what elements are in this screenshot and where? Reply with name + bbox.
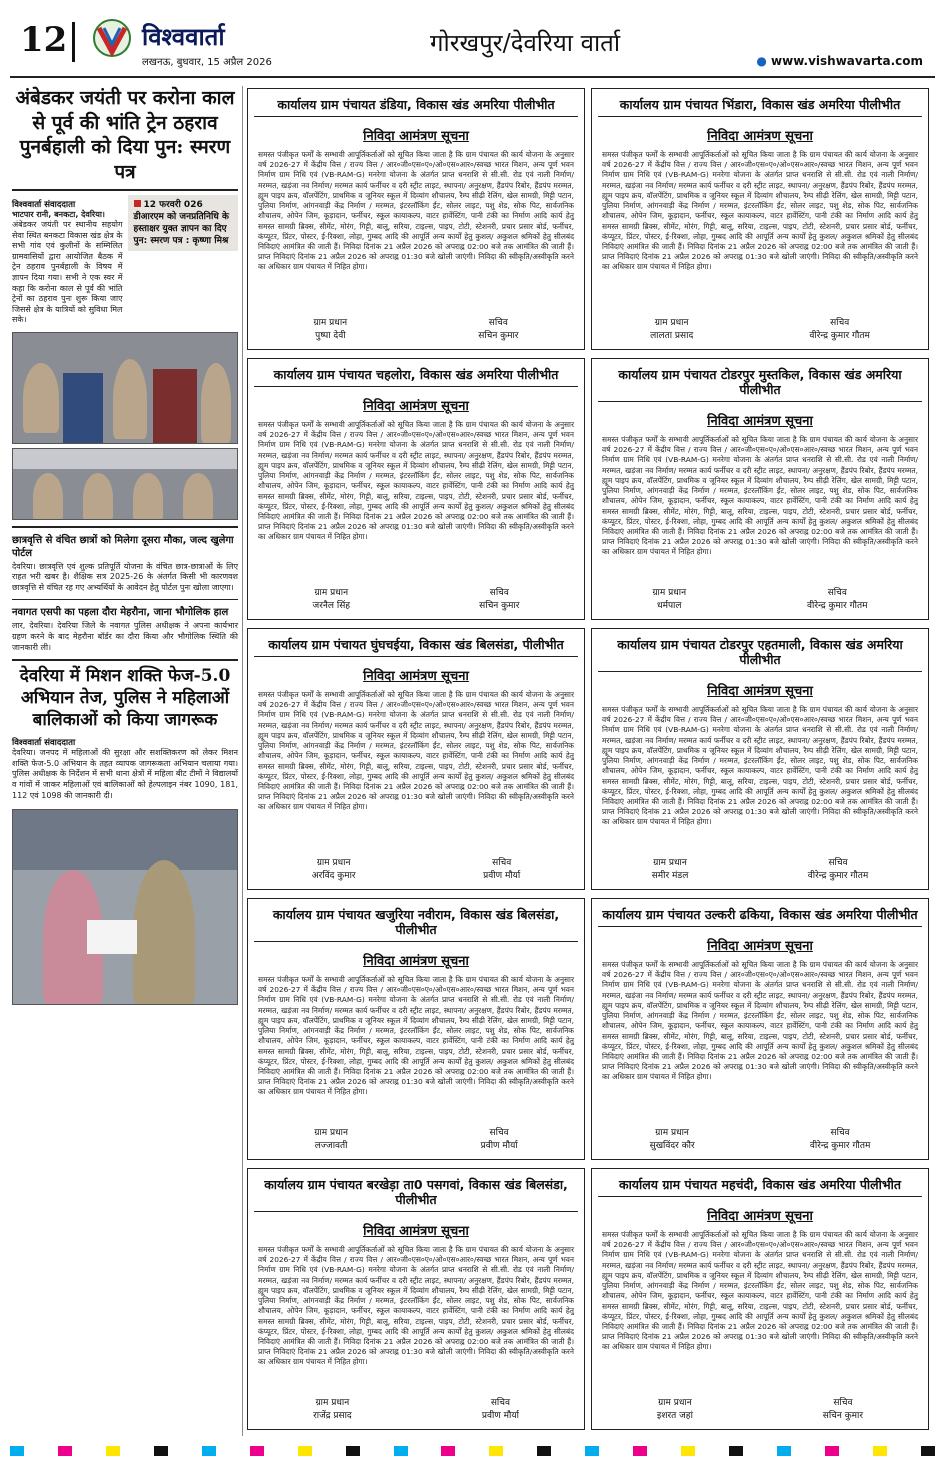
notice-body: समस्त पंजीकृत फर्मों के सम्भावी आपूर्तिकर्ताओं को सूचित किया जाता है कि ग्राम पंचायत की कार्य योजना के अनुसार वर्ष 2026-27 में केंद्रीय वित्त / राज्य वित्त / आर०जी०एस०ए०/ओ०एस०आर०/स्वच्छ भारत मिशन, अन्य पूर्ण भवन निर्माण ग्राम निधि एवं (VB-RAM-G) मनरेगा योजना के अंतर्गत प्राप्त धनराशि से सी.सी. रोड एवं नाली निर्माण/ मरम्मत, खड़ंजा नव निर्माण/ मरम्मत कार्य फर्नीचर व दरी स्ट्रीट लाइट, स्थापना/ अनुरक्षण, हैंडपंप रिबोर, हैंडपंप मरम्मत, ह्यूम पाइप क्रय, वॉलपेंटिंग, प्राथमिक व जूनियर स्कूल में दिव्यांग शौचालय, रैम्प सीढ़ी रेलिंग, खेल सामग्री, मिट्टी पटान, पुलिया निर्माण, आंगनवाड़ी केंद्र निर्माण / मरम्मत, इंटरलॉकिंग ईंट, सोलर लाइट, पशु शेड, सोक पिट, सार्वजनिक शौचालय, ओपेन जिम, कूड़ादान, फर्नीचर, स्कूल कायाकल्प, वाटर हार्वेस्टिंग, पानी टंकी का निर्माण आदि कार्य हेतु समस्त सामग्री ब्रिक्स, सीमेंट, मोरंग, गिट्टी, बालू, सरिया, टाइल्स, पाइप, टोटी, स्टेशनरी, प्रचार प्रसार बोर्ड, फर्नीचर, कंप्यूटर, प्रिंटर, पोस्टर, ई-रिक्शा, लोहा, गुम्बद आदि की आपूर्ति अन्य कार्यों हेतु कुशल/ अकुशल श्रमिकों हेतु सीलबंद निविदाएं आमंत्रित की जाती हैं। निविदा दिनांक 21 अप्रैल 2026 को अपराह्न 02:00 बजे तक आमंत्रित की जाती हैं। प्राप्त निविदाएं दिनांक 21 अप्रैल 2026 को अपराह्न 01:30 बजे खोली जाएंगी। निविदा की स्वीकृति/अस्वीकृति करने का अधिकार ग्राम पंचायत में निहित होगा। — [258, 975, 574, 1097]
pradhan-label: ग्राम प्रधान — [315, 1398, 350, 1408]
pradhan-name: जरनैल सिंह — [312, 601, 351, 611]
sachiv-name: प्रवीण मौर्या — [483, 871, 521, 881]
notice-subtitle: निविदा आमंत्रण सूचना — [707, 414, 813, 429]
lead-headline: अंबेडकर जयंती पर करोना काल से पूर्व की भांति ट्रेन ठहराव पुनर्बहाली को दिया पुन: स्मरण पत्र — [15, 87, 235, 184]
notice-signatures — [248, 315, 584, 341]
pradhan-label: ग्राम प्रधान — [314, 588, 349, 598]
tender-notice — [247, 898, 585, 1160]
sachiv-label: सचिव — [828, 858, 848, 868]
notice-subtitle: निविदा आमंत्रण सूचना — [707, 129, 813, 144]
sachiv-label: सचिव — [489, 1128, 509, 1138]
notice-body: समस्त पंजीकृत फर्मों के सम्भावी आपूर्तिकर्ताओं को सूचित किया जाता है कि ग्राम पंचायत की कार्य योजना के अनुसार वर्ष 2026-27 में केंद्रीय वित्त / राज्य वित्त / आर०जी०एस०ए०/ओ०एस०आर०/स्वच्छ भारत मिशन, अन्य पूर्ण भवन निर्माण ग्राम निधि एवं (VB-RAM-G) मनरेगा योजना के अंतर्गत प्राप्त धनराशि से सी.सी. रोड एवं नाली निर्माण/ मरम्मत, खड़ंजा नव निर्माण/ मरम्मत कार्य फर्नीचर व दरी स्ट्रीट लाइट, स्थापना/ अनुरक्षण, हैंडपंप रिबोर, हैंडपंप मरम्मत, ह्यूम पाइप क्रय, वॉलपेंटिंग, प्राथमिक व जूनियर स्कूल में दिव्यांग शौचालय, रैम्प सीढ़ी रेलिंग, खेल सामग्री, मिट्टी पटान, पुलिया निर्माण, आंगनवाड़ी केंद्र निर्माण / मरम्मत, इंटरलॉकिंग ईंट, सोलर लाइट, पशु शेड, सोक पिट, सार्वजनिक शौचालय, ओपेन जिम, कूड़ादान, फर्नीचर, स्कूल कायाकल्प, वाटर हार्वेस्टिंग, पानी टंकी का निर्माण आदि कार्य हेतु समस्त सामग्री ब्रिक्स, सीमेंट, मोरंग, गिट्टी, बालू, सरिया, टाइल्स, पाइप, टोटी, स्टेशनरी, प्रचार प्रसार बोर्ड, फर्नीचर, कंप्यूटर, प्रिंटर, पोस्टर, ई-रिक्शा, लोहा, गुम्बद आदि की आपूर्ति अन्य कार्यों हेतु कुशल/ अकुशल श्रमिकों हेतु सीलबंद निविदाएं आमंत्रित की जाती हैं। निविदा दिनांक 21 अप्रैल 2026 को अपराह्न 02:00 बजे तक आमंत्रित की जाती हैं। प्राप्त निविदाएं दिनांक 21 अप्रैल 2026 को अपराह्न 01:30 बजे खोली जाएंगी। निविदा की स्वीकृति/अस्वीकृति करने का अधिकार ग्राम पंचायत में निहित होगा। — [602, 435, 918, 557]
tender-notice — [247, 1168, 585, 1430]
notice-signatures — [248, 585, 584, 611]
pradhan-name: लालता प्रसाद — [650, 331, 694, 341]
sachiv-label: सचिव — [833, 1398, 853, 1408]
story3-headline: नवागत एसपी का पहला दौरा मेहरौना, जाना भौगोलिक हाल — [12, 607, 229, 619]
notice-body: समस्त पंजीकृत फर्मों के सम्भावी आपूर्तिकर्ताओं को सूचित किया जाता है कि ग्राम पंचायत की कार्य योजना के अनुसार वर्ष 2026-27 में केंद्रीय वित्त / राज्य वित्त / आर०जी०एस०ए०/ओ०एस०आर०/स्वच्छ भारत मिशन, अन्य पूर्ण भवन निर्माण ग्राम निधि एवं (VB-RAM-G) मनरेगा योजना के अंतर्गत प्राप्त धनराशि से सी.सी. रोड एवं नाली निर्माण/ मरम्मत, खड़ंजा नव निर्माण/ मरम्मत कार्य फर्नीचर व दरी स्ट्रीट लाइट, स्थापना/ अनुरक्षण, हैंडपंप रिबोर, हैंडपंप मरम्मत, ह्यूम पाइप क्रय, वॉलपेंटिंग, प्राथमिक व जूनियर स्कूल में दिव्यांग शौचालय, रैम्प सीढ़ी रेलिंग, खेल सामग्री, मिट्टी पटान, पुलिया निर्माण, आंगनवाड़ी केंद्र निर्माण / मरम्मत, इंटरलॉकिंग ईंट, सोलर लाइट, पशु शेड, सोक पिट, सार्वजनिक शौचालय, ओपेन जिम, कूड़ादान, फर्नीचर, स्कूल कायाकल्प, वाटर हार्वेस्टिंग, पानी टंकी का निर्माण आदि कार्य हेतु समस्त सामग्री ब्रिक्स, सीमेंट, मोरंग, गिट्टी, बालू, सरिया, टाइल्स, पाइप, टोटी, स्टेशनरी, प्रचार प्रसार बोर्ड, फर्नीचर, कंप्यूटर, प्रिंटर, पोस्टर, ई-रिक्शा, लोहा, गुम्बद आदि की आपूर्ति अन्य कार्यों हेतु कुशल/ अकुशल श्रमिकों हेतु सीलबंद निविदाएं आमंत्रित की जाती हैं। निविदा दिनांक 21 अप्रैल 2026 को अपराह्न 02:00 बजे तक आमंत्रित की जाती हैं। प्राप्त निविदाएं दिनांक 21 अप्रैल 2026 को अपराह्न 01:30 बजे खोली जाएंगी। निविदा की स्वीकृति/अस्वीकृति करने का अधिकार ग्राम पंचायत में निहित होगा। — [602, 150, 918, 272]
story2-body: देवरिया। छात्रवृत्ति एवं शुल्क प्रतिपूर्ति योजना के वंचित छात्र-छात्राओं के लिए राहत भरी खबर है। शैक्षिक सत्र 2025-26 के अंतर्गत किसी भी कारणवश छात्रवृत्ति से वंचित रह गए अभ्यर्थियों के आवेदन हेतु पोर्टल पुनः खोला जाएगा। — [12, 561, 238, 592]
notice-subtitle: निविदा आमंत्रण सूचना — [363, 954, 469, 969]
sachiv-name: प्रवीण मौर्या — [480, 1141, 518, 1151]
sachiv-name: सचिन कुमार — [822, 1411, 864, 1421]
notice-subtitle: निविदा आमंत्रण सूचना — [363, 129, 469, 144]
notice-signatures — [248, 1395, 584, 1421]
notice-body: समस्त पंजीकृत फर्मों के सम्भावी आपूर्तिकर्ताओं को सूचित किया जाता है कि ग्राम पंचायत की कार्य योजना के अनुसार वर्ष 2026-27 में केंद्रीय वित्त / राज्य वित्त / आर०जी०एस०ए०/ओ०एस०आर०/स्वच्छ भारत मिशन, अन्य पूर्ण भवन निर्माण ग्राम निधि एवं (VB-RAM-G) मनरेगा योजना के अंतर्गत प्राप्त धनराशि से सी.सी. रोड एवं नाली निर्माण/ मरम्मत, खड़ंजा नव निर्माण/ मरम्मत कार्य फर्नीचर व दरी स्ट्रीट लाइट, स्थापना/ अनुरक्षण, हैंडपंप रिबोर, हैंडपंप मरम्मत, ह्यूम पाइप क्रय, वॉलपेंटिंग, प्राथमिक व जूनियर स्कूल में दिव्यांग शौचालय, रैम्प सीढ़ी रेलिंग, खेल सामग्री, मिट्टी पटान, पुलिया निर्माण, आंगनवाड़ी केंद्र निर्माण / मरम्मत, इंटरलॉकिंग ईंट, सोलर लाइट, पशु शेड, सोक पिट, सार्वजनिक शौचालय, ओपेन जिम, कूड़ादान, फर्नीचर, स्कूल कायाकल्प, वाटर हार्वेस्टिंग, पानी टंकी का निर्माण आदि कार्य हेतु समस्त सामग्री ब्रिक्स, सीमेंट, मोरंग, गिट्टी, बालू, सरिया, टाइल्स, पाइप, टोटी, स्टेशनरी, प्रचार प्रसार बोर्ड, फर्नीचर, कंप्यूटर, प्रिंटर, पोस्टर, ई-रिक्शा, लोहा, गुम्बद आदि की आपूर्ति अन्य कार्यों हेतु कुशल/ अकुशल श्रमिकों हेतु सीलबंद निविदाएं आमंत्रित की जाती हैं। निविदा दिनांक 21 अप्रैल 2026 को अपराह्न 02:00 बजे तक आमंत्रित की जाती हैं। प्राप्त निविदाएं दिनांक 21 अप्रैल 2026 को अपराह्न 01:30 बजे खोली जाएंगी। निविदा की स्वीकृति/अस्वीकृति करने का अधिकार ग्राम पंचायत में निहित होगा। — [602, 1230, 918, 1352]
dateline: लखनऊ, बुधवार, 15 अप्रैल 2026 — [142, 57, 272, 68]
lead-highlight: 12 फरवरी 026 डीआरएम को जनप्रतिनिधि के हस्ताक्षर युक्त ज्ञापन का दिए पुन: स्मरण पत्र : कृष्णा मिश्र — [133, 199, 229, 247]
sachiv-label: सचिव — [830, 1128, 850, 1138]
notice-title: कार्यालय ग्राम पंचायत टोडरपुर मुस्तकिल, विकास खंड अमरिया पीलीभीत — [598, 359, 922, 402]
notice-subtitle: निविदा आमंत्रण सूचना — [707, 1209, 813, 1224]
tender-notice — [247, 88, 585, 350]
pradhan-name: लज्जावती — [314, 1141, 348, 1151]
pradhan-label: ग्राम प्रधान — [652, 588, 687, 598]
pradhan-name: पुष्पा देवी — [315, 331, 346, 341]
notice-title: कार्यालय ग्राम पंचायत बरखेड़ा ता0 पसगवां, विकास खंड बिलसंडा, पीलीभीत — [254, 1169, 578, 1212]
pradhan-name: धर्मपाल — [657, 601, 682, 611]
notice-body: समस्त पंजीकृत फर्मों के सम्भावी आपूर्तिकर्ताओं को सूचित किया जाता है कि ग्राम पंचायत की कार्य योजना के अनुसार वर्ष 2026-27 में केंद्रीय वित्त / राज्य वित्त / आर०जी०एस०ए०/ओ०एस०आर०/स्वच्छ भारत मिशन, अन्य पूर्ण भवन निर्माण ग्राम निधि एवं (VB-RAM-G) मनरेगा योजना के अंतर्गत प्राप्त धनराशि से सी.सी. रोड एवं नाली निर्माण/ मरम्मत, खड़ंजा नव निर्माण/ मरम्मत कार्य फर्नीचर व दरी स्ट्रीट लाइट, स्थापना/ अनुरक्षण, हैंडपंप रिबोर, हैंडपंप मरम्मत, ह्यूम पाइप क्रय, वॉलपेंटिंग, प्राथमिक व जूनियर स्कूल में दिव्यांग शौचालय, रैम्प सीढ़ी रेलिंग, खेल सामग्री, मिट्टी पटान, पुलिया निर्माण, आंगनवाड़ी केंद्र निर्माण / मरम्मत, इंटरलॉकिंग ईंट, सोलर लाइट, पशु शेड, सोक पिट, सार्वजनिक शौचालय, ओपेन जिम, कूड़ादान, फर्नीचर, स्कूल कायाकल्प, वाटर हार्वेस्टिंग, पानी टंकी का निर्माण आदि कार्य हेतु समस्त सामग्री ब्रिक्स, सीमेंट, मोरंग, गिट्टी, बालू, सरिया, टाइल्स, पाइप, टोटी, स्टेशनरी, प्रचार प्रसार बोर्ड, फर्नीचर, कंप्यूटर, प्रिंटर, पोस्टर, ई-रिक्शा, लोहा, गुम्बद आदि की आपूर्ति अन्य कार्यों हेतु कुशल/ अकुशल श्रमिकों हेतु सीलबंद निविदाएं आमंत्रित की जाती हैं। निविदा दिनांक 21 अप्रैल 2026 को अपराह्न 02:00 बजे तक आमंत्रित की जाती हैं। प्राप्त निविदाएं दिनांक 21 अप्रैल 2026 को अपराह्न 01:30 बजे खोली जाएंगी। निविदा की स्वीकृति/अस्वीकृति करने का अधिकार ग्राम पंचायत में निहित होगा। — [602, 705, 918, 827]
lead-photo — [12, 332, 238, 444]
tender-notice — [591, 1168, 929, 1430]
notice-body: समस्त पंजीकृत फर्मों के सम्भावी आपूर्तिकर्ताओं को सूचित किया जाता है कि ग्राम पंचायत की कार्य योजना के अनुसार वर्ष 2026-27 में केंद्रीय वित्त / राज्य वित्त / आर०जी०एस०ए०/ओ०एस०आर०/स्वच्छ भारत मिशन, अन्य पूर्ण भवन निर्माण ग्राम निधि एवं (VB-RAM-G) मनरेगा योजना के अंतर्गत प्राप्त धनराशि से सी.सी. रोड एवं नाली निर्माण/ मरम्मत, खड़ंजा नव निर्माण/ मरम्मत कार्य फर्नीचर व दरी स्ट्रीट लाइट, स्थापना/ अनुरक्षण, हैंडपंप रिबोर, हैंडपंप मरम्मत, ह्यूम पाइप क्रय, वॉलपेंटिंग, प्राथमिक व जूनियर स्कूल में दिव्यांग शौचालय, रैम्प सीढ़ी रेलिंग, खेल सामग्री, मिट्टी पटान, पुलिया निर्माण, आंगनवाड़ी केंद्र निर्माण / मरम्मत, इंटरलॉकिंग ईंट, सोलर लाइट, पशु शेड, सोक पिट, सार्वजनिक शौचालय, ओपेन जिम, कूड़ादान, फर्नीचर, स्कूल कायाकल्प, वाटर हार्वेस्टिंग, पानी टंकी का निर्माण आदि कार्य हेतु समस्त सामग्री ब्रिक्स, सीमेंट, मोरंग, गिट्टी, बालू, सरिया, टाइल्स, पाइप, टोटी, स्टेशनरी, प्रचार प्रसार बोर्ड, फर्नीचर, कंप्यूटर, प्रिंटर, पोस्टर, ई-रिक्शा, लोहा, गुम्बद आदि की आपूर्ति अन्य कार्यों हेतु कुशल/ अकुशल श्रमिकों हेतु सीलबंद निविदाएं आमंत्रित की जाती हैं। निविदा दिनांक 21 अप्रैल 2026 को अपराह्न 02:00 बजे तक आमंत्रित की जाती हैं। प्राप्त निविदाएं दिनांक 21 अप्रैल 2026 को अपराह्न 01:30 बजे खोली जाएंगी। निविदा की स्वीकृति/अस्वीकृति करने का अधिकार ग्राम पंचायत में निहित होगा। — [258, 150, 574, 272]
website-link[interactable] — [756, 54, 923, 68]
notice-signatures — [592, 315, 928, 341]
globe-icon: ● — [756, 54, 772, 68]
notice-signatures — [592, 1125, 928, 1151]
pradhan-name: अरविंद कुमार — [311, 871, 356, 881]
left-column — [12, 86, 238, 1005]
tender-notice — [591, 898, 929, 1160]
sachiv-name: वीरेन्द्र कुमार गौतम — [809, 1141, 871, 1151]
sachiv-label: सचिव — [827, 588, 847, 598]
notice-title: कार्यालय ग्राम पंचायत डंडिया, विकास खंड अमरिया पीलीभीत — [254, 89, 578, 117]
lead-body: अंबेडकर जयंती पर स्थानीय सहयोग सेवा स्थित बनकटा विकास खंड क्षेत्र के सभी गांव एवं कुलीनों के सम्मिलित ग्रामवासियों द्वारा आयोजित बैठक में ट्रेन ठहराव पुनर्बहाली के विषय में ज्ञापन दिया गया। सभी ने एक स्वर में कहा कि करोना काल से पूर्व की भांति ट्रेनों का ठहराव पुनः शुरू किया जाए जिससे क्षेत्र के यात्रियों को सुविधा मिल सके। — [12, 220, 123, 325]
event-photo — [12, 448, 238, 520]
pradhan-name: समीर मंडल — [651, 871, 689, 881]
pradhan-name: सुखविंदर कौर — [649, 1141, 695, 1151]
sachiv-label: सचिव — [489, 588, 509, 598]
masthead — [10, 10, 935, 70]
pradhan-label: ग्राम प्रधान — [654, 318, 689, 328]
notice-title: कार्यालय ग्राम पंचायत घुंघचईया, विकास खंड बिलसंडा, पीलीभीत — [254, 629, 578, 657]
notice-subtitle: निविदा आमंत्रण सूचना — [363, 399, 469, 414]
pamphlet — [87, 920, 137, 954]
bullet-icon — [134, 200, 141, 207]
divider — [12, 189, 238, 191]
pradhan-name: राजेंद्र प्रसाद — [313, 1411, 352, 1421]
sachiv-label: सचिव — [830, 318, 850, 328]
notice-title: कार्यालय ग्राम पंचायत उल्करी ढकिया, विकास खंड अमरिया पीलीभीत — [598, 899, 922, 927]
logo-icon — [90, 18, 134, 58]
notice-subtitle: निविदा आमंत्रण सूचना — [707, 939, 813, 954]
notice-subtitle: निविदा आमंत्रण सूचना — [363, 669, 469, 684]
sachiv-name: वीरेन्द्र कुमार गौतम — [807, 601, 868, 611]
sachiv-label: सचिव — [492, 858, 512, 868]
notice-subtitle: निविदा आमंत्रण सूचना — [363, 1224, 469, 1239]
divider — [12, 659, 238, 661]
notice-signatures — [592, 1395, 928, 1421]
tender-notice — [247, 628, 585, 890]
page-number: 12 — [20, 20, 68, 60]
notice-body: समस्त पंजीकृत फर्मों के सम्भावी आपूर्तिकर्ताओं को सूचित किया जाता है कि ग्राम पंचायत की कार्य योजना के अनुसार वर्ष 2026-27 में केंद्रीय वित्त / राज्य वित्त / आर०जी०एस०ए०/ओ०एस०आर०/स्वच्छ भारत मिशन, अन्य पूर्ण भवन निर्माण ग्राम निधि एवं (VB-RAM-G) मनरेगा योजना के अंतर्गत प्राप्त धनराशि से सी.सी. रोड एवं नाली निर्माण/ मरम्मत, खड़ंजा नव निर्माण/ मरम्मत कार्य फर्नीचर व दरी स्ट्रीट लाइट, स्थापना/ अनुरक्षण, हैंडपंप रिबोर, हैंडपंप मरम्मत, ह्यूम पाइप क्रय, वॉलपेंटिंग, प्राथमिक व जूनियर स्कूल में दिव्यांग शौचालय, रैम्प सीढ़ी रेलिंग, खेल सामग्री, मिट्टी पटान, पुलिया निर्माण, आंगनवाड़ी केंद्र निर्माण / मरम्मत, इंटरलॉकिंग ईंट, सोलर लाइट, पशु शेड, सोक पिट, सार्वजनिक शौचालय, ओपेन जिम, कूड़ादान, फर्नीचर, स्कूल कायाकल्प, वाटर हार्वेस्टिंग, पानी टंकी का निर्माण आदि कार्य हेतु समस्त सामग्री ब्रिक्स, सीमेंट, मोरंग, गिट्टी, बालू, सरिया, टाइल्स, पाइप, टोटी, स्टेशनरी, प्रचार प्रसार बोर्ड, फर्नीचर, कंप्यूटर, प्रिंटर, पोस्टर, ई-रिक्शा, लोहा, गुम्बद आदि की आपूर्ति अन्य कार्यों हेतु कुशल/ अकुशल श्रमिकों हेतु सीलबंद निविदाएं आमंत्रित की जाती हैं। निविदा दिनांक 21 अप्रैल 2026 को अपराह्न 02:00 बजे तक आमंत्रित की जाती हैं। प्राप्त निविदाएं दिनांक 21 अप्रैल 2026 को अपराह्न 01:30 बजे खोली जाएंगी। निविदा की स्वीकृति/अस्वीकृति करने का अधिकार ग्राम पंचायत में निहित होगा। — [258, 690, 574, 812]
story3-body: लार, देवरिया। देवरिया जिले के नवागत पुलिस अधीक्षक ने अपना कार्यभार ग्रहण करने के बाद मेहरौना बॉर्डर का दौरा किया और भौगोलिक स्थिति की जानकारी ली। — [12, 621, 238, 652]
tender-notice — [247, 358, 585, 620]
story4-headline: देवरिया में मिशन शक्ति फेज-5.0 अभियान तेज, पुलिस ने महिलाओं बालिकाओं को किया जागरूक — [19, 666, 231, 731]
sachiv-label: सचिव — [488, 318, 508, 328]
sachiv-name: वीरेन्द्र कुमार गौतम — [809, 331, 870, 341]
notice-title: कार्यालय ग्राम पंचायत चहलोरा, विकास खंड अमरिया पीलीभीत — [254, 359, 578, 387]
tender-notice — [591, 628, 929, 890]
section-title: गोरखपुर/देवरिया वार्ता — [430, 29, 621, 57]
sachiv-label: सचिव — [490, 1398, 510, 1408]
story4-byline: विश्ववार्ता संवाददाता — [12, 738, 76, 749]
notice-title: कार्यालय ग्राम पंचायत खजुरिया नवीराम, विकास खंड बिलसंडा, पीलीभीत — [254, 899, 578, 942]
notice-title: कार्यालय ग्राम पंचायत भिंडारा, विकास खंड अमरिया पीलीभीत — [598, 89, 922, 117]
tender-notice — [591, 88, 929, 350]
notice-signatures — [592, 585, 928, 611]
notice-signatures — [592, 855, 928, 881]
sachiv-name: वीरेन्द्र कुमार गौतम — [807, 871, 869, 881]
lead-dateline: भाटपार रानी, बनकटा, देवरिया। — [12, 209, 105, 219]
website-text: www.vishwavarta.com — [771, 54, 923, 68]
sachiv-name: सचिन कुमार — [479, 601, 520, 611]
sachiv-name: सचिन कुमार — [478, 331, 519, 341]
story4-photo — [12, 809, 238, 1005]
lead-highlight-box — [128, 195, 239, 252]
notice-signatures — [248, 1125, 584, 1151]
pradhan-label: ग्राम प्रधान — [658, 1398, 692, 1408]
print-color-strip — [10, 1446, 935, 1460]
sachiv-name: प्रवीण मौर्या — [481, 1411, 519, 1421]
lead-byline: विश्ववार्ता संवाददाता — [12, 199, 76, 210]
story4-body: देवरिया। जनपद में महिलाओं की सुरक्षा और सशक्तिकरण को लेकर मिशन शक्ति फेज-5.0 अभियान के तहत व्यापक जागरूकता अभियान चलाया गया। पुलिस अधीक्षक के निर्देशन में सभी थाना क्षेत्रों में महिला बीट टीमों ने विद्यालयों व गांवों में जाकर महिलाओं एवं बालिकाओं को हेल्पलाइन नंबर 1090, 181, 112 एवं 1098 की जानकारी दी। — [12, 748, 238, 800]
notice-signatures — [248, 855, 584, 881]
pradhan-label: ग्राम प्रधान — [313, 318, 348, 328]
paper-name: विश्ववार्ता — [142, 23, 225, 51]
pradhan-label: ग्राम प्रधान — [653, 858, 687, 868]
pradhan-label: ग्राम प्रधान — [655, 1128, 689, 1138]
pradhan-label: ग्राम प्रधान — [316, 858, 351, 868]
pradhan-label: ग्राम प्रधान — [314, 1128, 348, 1138]
notice-subtitle: निविदा आमंत्रण सूचना — [707, 684, 813, 699]
header-rule — [10, 76, 935, 78]
notice-body: समस्त पंजीकृत फर्मों के सम्भावी आपूर्तिकर्ताओं को सूचित किया जाता है कि ग्राम पंचायत की कार्य योजना के अनुसार वर्ष 2026-27 में केंद्रीय वित्त / राज्य वित्त / आर०जी०एस०ए०/ओ०एस०आर०/स्वच्छ भारत मिशन, अन्य पूर्ण भवन निर्माण ग्राम निधि एवं (VB-RAM-G) मनरेगा योजना के अंतर्गत प्राप्त धनराशि से सी.सी. रोड एवं नाली निर्माण/ मरम्मत, खड़ंजा नव निर्माण/ मरम्मत कार्य फर्नीचर व दरी स्ट्रीट लाइट, स्थापना/ अनुरक्षण, हैंडपंप रिबोर, हैंडपंप मरम्मत, ह्यूम पाइप क्रय, वॉलपेंटिंग, प्राथमिक व जूनियर स्कूल में दिव्यांग शौचालय, रैम्प सीढ़ी रेलिंग, खेल सामग्री, मिट्टी पटान, पुलिया निर्माण, आंगनवाड़ी केंद्र निर्माण / मरम्मत, इंटरलॉकिंग ईंट, सोलर लाइट, पशु शेड, सोक पिट, सार्वजनिक शौचालय, ओपेन जिम, कूड़ादान, फर्नीचर, स्कूल कायाकल्प, वाटर हार्वेस्टिंग, पानी टंकी का निर्माण आदि कार्य हेतु समस्त सामग्री ब्रिक्स, सीमेंट, मोरंग, गिट्टी, बालू, सरिया, टाइल्स, पाइप, टोटी, स्टेशनरी, प्रचार प्रसार बोर्ड, फर्नीचर, कंप्यूटर, प्रिंटर, पोस्टर, ई-रिक्शा, लोहा, गुम्बद आदि की आपूर्ति अन्य कार्यों हेतु कुशल/ अकुशल श्रमिकों हेतु सीलबंद निविदाएं आमंत्रित की जाती हैं। निविदा दिनांक 21 अप्रैल 2026 को अपराह्न 02:00 बजे तक आमंत्रित की जाती हैं। प्राप्त निविदाएं दिनांक 21 अप्रैल 2026 को अपराह्न 01:30 बजे खोली जाएंगी। निविदा की स्वीकृति/अस्वीकृति करने का अधिकार ग्राम पंचायत में निहित होगा। — [258, 1245, 574, 1367]
pradhan-name: इशरत जहां — [656, 1411, 693, 1421]
notice-body: समस्त पंजीकृत फर्मों के सम्भावी आपूर्तिकर्ताओं को सूचित किया जाता है कि ग्राम पंचायत की कार्य योजना के अनुसार वर्ष 2026-27 में केंद्रीय वित्त / राज्य वित्त / आर०जी०एस०ए०/ओ०एस०आर०/स्वच्छ भारत मिशन, अन्य पूर्ण भवन निर्माण ग्राम निधि एवं (VB-RAM-G) मनरेगा योजना के अंतर्गत प्राप्त धनराशि से सी.सी. रोड एवं नाली निर्माण/ मरम्मत, खड़ंजा नव निर्माण/ मरम्मत कार्य फर्नीचर व दरी स्ट्रीट लाइट, स्थापना/ अनुरक्षण, हैंडपंप रिबोर, हैंडपंप मरम्मत, ह्यूम पाइप क्रय, वॉलपेंटिंग, प्राथमिक व जूनियर स्कूल में दिव्यांग शौचालय, रैम्प सीढ़ी रेलिंग, खेल सामग्री, मिट्टी पटान, पुलिया निर्माण, आंगनवाड़ी केंद्र निर्माण / मरम्मत, इंटरलॉकिंग ईंट, सोलर लाइट, पशु शेड, सोक पिट, सार्वजनिक शौचालय, ओपेन जिम, कूड़ादान, फर्नीचर, स्कूल कायाकल्प, वाटर हार्वेस्टिंग, पानी टंकी का निर्माण आदि कार्य हेतु समस्त सामग्री ब्रिक्स, सीमेंट, मोरंग, गिट्टी, बालू, सरिया, टाइल्स, पाइप, टोटी, स्टेशनरी, प्रचार प्रसार बोर्ड, फर्नीचर, कंप्यूटर, प्रिंटर, पोस्टर, ई-रिक्शा, लोहा, गुम्बद आदि की आपूर्ति अन्य कार्यों हेतु कुशल/ अकुशल श्रमिकों हेतु सीलबंद निविदाएं आमंत्रित की जाती हैं। निविदा दिनांक 21 अप्रैल 2026 को अपराह्न 02:00 बजे तक आमंत्रित की जाती हैं। प्राप्त निविदाएं दिनांक 21 अप्रैल 2026 को अपराह्न 01:30 बजे खोली जाएंगी। निविदा की स्वीकृति/अस्वीकृति करने का अधिकार ग्राम पंचायत में निहित होगा। — [602, 960, 918, 1082]
notice-title: कार्यालय ग्राम पंचायत टोडरपुर एहतमाली, विकास खंड अमरिया पीलीभीत — [598, 629, 922, 672]
notice-body: समस्त पंजीकृत फर्मों के सम्भावी आपूर्तिकर्ताओं को सूचित किया जाता है कि ग्राम पंचायत की कार्य योजना के अनुसार वर्ष 2026-27 में केंद्रीय वित्त / राज्य वित्त / आर०जी०एस०ए०/ओ०एस०आर०/स्वच्छ भारत मिशन, अन्य पूर्ण भवन निर्माण ग्राम निधि एवं (VB-RAM-G) मनरेगा योजना के अंतर्गत प्राप्त धनराशि से सी.सी. रोड एवं नाली निर्माण/ मरम्मत, खड़ंजा नव निर्माण/ मरम्मत कार्य फर्नीचर व दरी स्ट्रीट लाइट, स्थापना/ अनुरक्षण, हैंडपंप रिबोर, हैंडपंप मरम्मत, ह्यूम पाइप क्रय, वॉलपेंटिंग, प्राथमिक व जूनियर स्कूल में दिव्यांग शौचालय, रैम्प सीढ़ी रेलिंग, खेल सामग्री, मिट्टी पटान, पुलिया निर्माण, आंगनवाड़ी केंद्र निर्माण / मरम्मत, इंटरलॉकिंग ईंट, सोलर लाइट, पशु शेड, सोक पिट, सार्वजनिक शौचालय, ओपेन जिम, कूड़ादान, फर्नीचर, स्कूल कायाकल्प, वाटर हार्वेस्टिंग, पानी टंकी का निर्माण आदि कार्य हेतु समस्त सामग्री ब्रिक्स, सीमेंट, मोरंग, गिट्टी, बालू, सरिया, टाइल्स, पाइप, टोटी, स्टेशनरी, प्रचार प्रसार बोर्ड, फर्नीचर, कंप्यूटर, प्रिंटर, पोस्टर, ई-रिक्शा, लोहा, गुम्बद आदि की आपूर्ति अन्य कार्यों हेतु कुशल/ अकुशल श्रमिकों हेतु सीलबंद निविदाएं आमंत्रित की जाती हैं। निविदा दिनांक 21 अप्रैल 2026 को अपराह्न 02:00 बजे तक आमंत्रित की जाती हैं। प्राप्त निविदाएं दिनांक 21 अप्रैल 2026 को अपराह्न 01:30 बजे खोली जाएंगी। निविदा की स्वीकृति/अस्वीकृति करने का अधिकार ग्राम पंचायत में निहित होगा। — [258, 420, 574, 542]
tender-notice — [591, 358, 929, 620]
divider — [12, 599, 238, 600]
column-rule — [242, 86, 243, 1436]
notice-title: कार्यालय ग्राम पंचायत महचंदी, विकास खंड अमरिया पीलीभीत — [598, 1169, 922, 1197]
story2-headline: छात्रवृत्ति से वंचित छात्रों को मिलेगा दूसरा मौका, जल्द खुलेगा पोर्टल — [12, 534, 234, 559]
divider — [12, 526, 238, 528]
divider — [72, 22, 75, 62]
